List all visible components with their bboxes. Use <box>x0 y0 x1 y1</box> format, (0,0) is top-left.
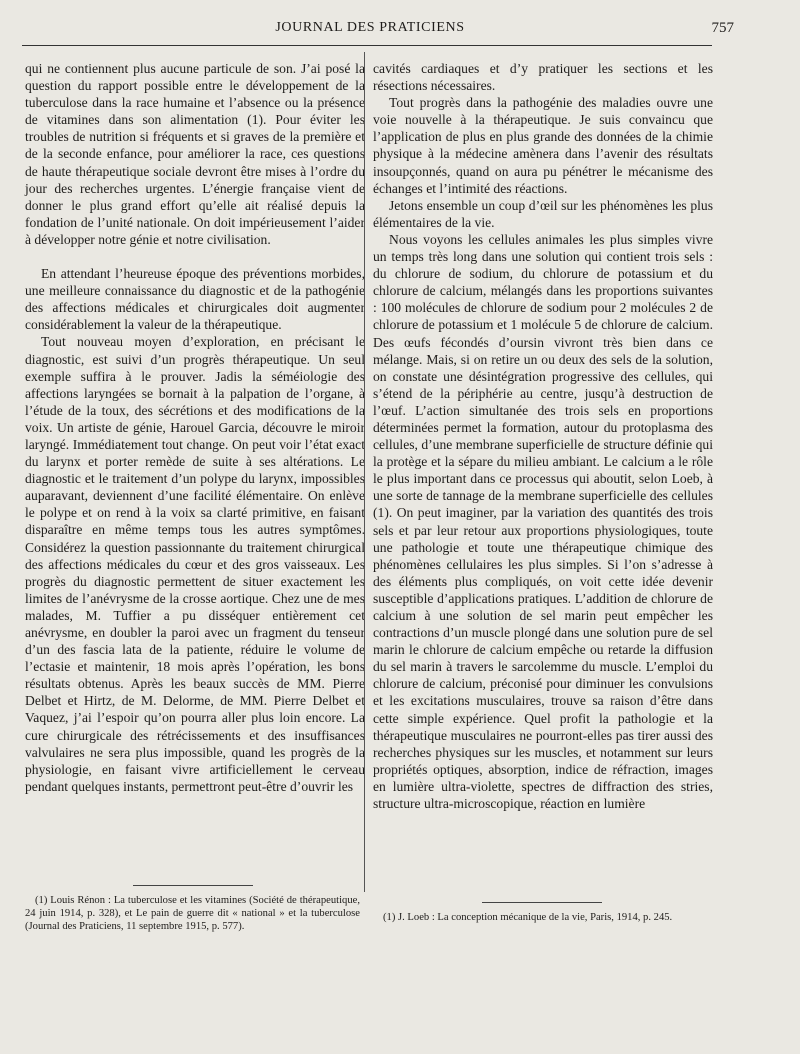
footnote-rule <box>133 885 253 886</box>
header-rule <box>22 45 712 46</box>
journal-title: JOURNAL DES PRATICIENS <box>275 20 465 35</box>
right-column <box>373 60 713 812</box>
column-divider <box>364 52 365 892</box>
footnote-rule <box>482 902 602 903</box>
left-column <box>25 60 365 795</box>
page-number: 757 <box>711 20 734 36</box>
left-footnotes <box>25 885 360 934</box>
left-footnote: (1) Louis Rénon : La tuberculose et les vitamines (Société de thérapeutique, 24 juin 1914, p. 328), et Le pain de guerre dit « national » et la tuberculose (Journal des Praticiens, 11 septembre 1915, p. 577). <box>25 895 360 933</box>
left-paragraph-2: En attendant l’heureuse époque des préventions morbides, une meilleure connaissance du diagnostic et de la pathogénie des affections médicales et chirurgicales doit augmenter considérablement la valeur de la thérapeutique. <box>25 266 365 333</box>
left-paragraph-1: qui ne contiennent plus aucune particule de son. J’ai posé la question du rapport possible entre le développement de la tuberculose dans la race humaine et l’absence ou la présence de vitamines dans son alimentation (1). Pour éviter les troubles de nutrition si fréquents et si graves de la première et de la seconde enfance, pour améliorer la race, ces questions de haute thérapeutique sociale devront être mises à l’ordre du jour des recherches urgentes. L’énergie française vient de donner le plus grand effort qu’elle ait réalisé depuis la fondation de l’unité nationale. On doit impérieusement l’aider à développer notre génie et notre civilisation. <box>25 61 365 247</box>
running-head <box>0 20 800 42</box>
right-paragraph-1: cavités cardiaques et d’y pratiquer les sections et les résections nécessaires. <box>373 61 713 94</box>
right-paragraph-3: Jetons ensemble un coup d’œil sur les phénomènes les plus élémentaires de la vie. <box>373 197 713 230</box>
right-footnotes <box>373 902 710 924</box>
right-paragraph-2: Tout progrès dans la pathogénie des maladies ouvre une voie nouvelle à la thérapeutique. Je suis convaincu que l’application de plus en plus grande des données de la chimie physique à la médecine amènera dans l’avenir des résultats insoupçonnés, quand on aura pu pénétrer le mécanisme des échanges et l’intimité des réactions. <box>373 95 713 196</box>
left-paragraph-3: Tout nouveau moyen d’exploration, en précisant le diagnostic, est suivi d’un progrès thérapeutique. Un seul exemple suffira à le prouver. Jadis la séméiologie des affections laryngées se bornait à la palpation de l’organe, à l’étude de la toux, des sécrétions et des modifications de la voix. Un artiste de génie, Harouel Garcia, découvre le miroir laryngé. Immédiatement tout change. On peut voir l’état exact du larynx et porter remède de suite à ses altérations. Le diagnostic et le traitement d’un polype du larynx, impossibles auparavant, deviennent d’une facilité élémentaire. On enlève le polype et on rend à la voix sa clarté primitive, en faisant disparaître en même temps tous les autres symptômes. Considérez la question passionnante du traitement chirurgical des affections médicales du cœur et des gros vaisseaux. Les progrès du diagnostic permettent de situer exactement les limites de l’anévrysme de la crosse aortique. Chez une de mes malades, M. Tuffier a pu disséquer entièrement cet anévrysme, en doubler la paroi avec un fragment du tenseur d’un des fascia lata de la patiente, réduire le volume de l’ectasie et maintenir, 18 mois après l’opération, les bons résultats obtenus. Après les beaux succès de MM. Pierre Delbet et Hirtz, de M. Delorme, de MM. Pierre Delbet et Vaquez, j’ai l’espoir qu’on pourra aller plus loin encore. La cure chirurgicale des rétrécissements et des insuffisances valvulaires ne sera plus impossible, quand les progrès de la physiologie, en faisant vivre artificiellement le cerveau pendant quelques instants, permettront peut-être d’ouvrir les <box>25 334 365 794</box>
right-paragraph-4: Nous voyons les cellules animales les plus simples vivre un temps très long dans une solution qui contient trois sels : du chlorure de sodium, du chlorure de potassium et du chlorure de calcium, mélangés dans les proportions suivantes : 100 molécules de chlorure de sodium pour 2 molécules 2 de chlorure de potassium et 1 molécule 5 de chlorure de calcium. Des œufs fécondés d’oursin vivront très bien dans ce mélange. Mais, si on retire un ou deux des sels de la solution, on constate une désintégration progressive des cellules, qui s’étend de la périphérie au centre, jusqu’à destruction de l’œuf. L’action simultanée des trois sels en proportions déterminées permet la formation, autour du protoplasma des cellules, d’une membrane superficielle de structure définie qui la protège et la sépare du milieu ambiant. Le calcium a le rôle le plus important dans ce processus qui aboutit, selon Loeb, à une sorte de tannage de la membrane superficielle des cellules (1). On peut imaginer, par la variation des quantités des trois sels et par leur retour aux proportions physiologiques, toute une pathologie et toute une thérapeutique chimique des phénomènes cellulaires les plus simples. Si l’on s’adresse à des éléments plus compliqués, on voit cette idée devenir susceptible d’applications pratiques. L’addition de chlorure de calcium à une solution de sel marin peut empêcher les contractions d’un muscle plongé dans une solution pure de sel marin le chlorure de calcium empêche ou retarde la diffusion du sel marin à travers le sarcolemme du muscle. L’emploi du chlorure de calcium, préconisé pour diminuer les convulsions et les excitations musculaires, trouve sa raison d’être dans cette simple expérience. Quel profit la pathologie et la thérapeutique musculaires ne pourront-elles pas tirer aussi des recherches physiques sur les muscles, et notamment sur leurs propriétés optiques, absorption, indice de réfraction, images en lumière ultra-violette, spectres de diffraction des stries, structure ultra-microscopique, réaction en lumière <box>373 231 713 812</box>
right-footnote: (1) J. Loeb : La conception mécanique de la vie, Paris, 1914, p. 245. <box>383 912 673 923</box>
